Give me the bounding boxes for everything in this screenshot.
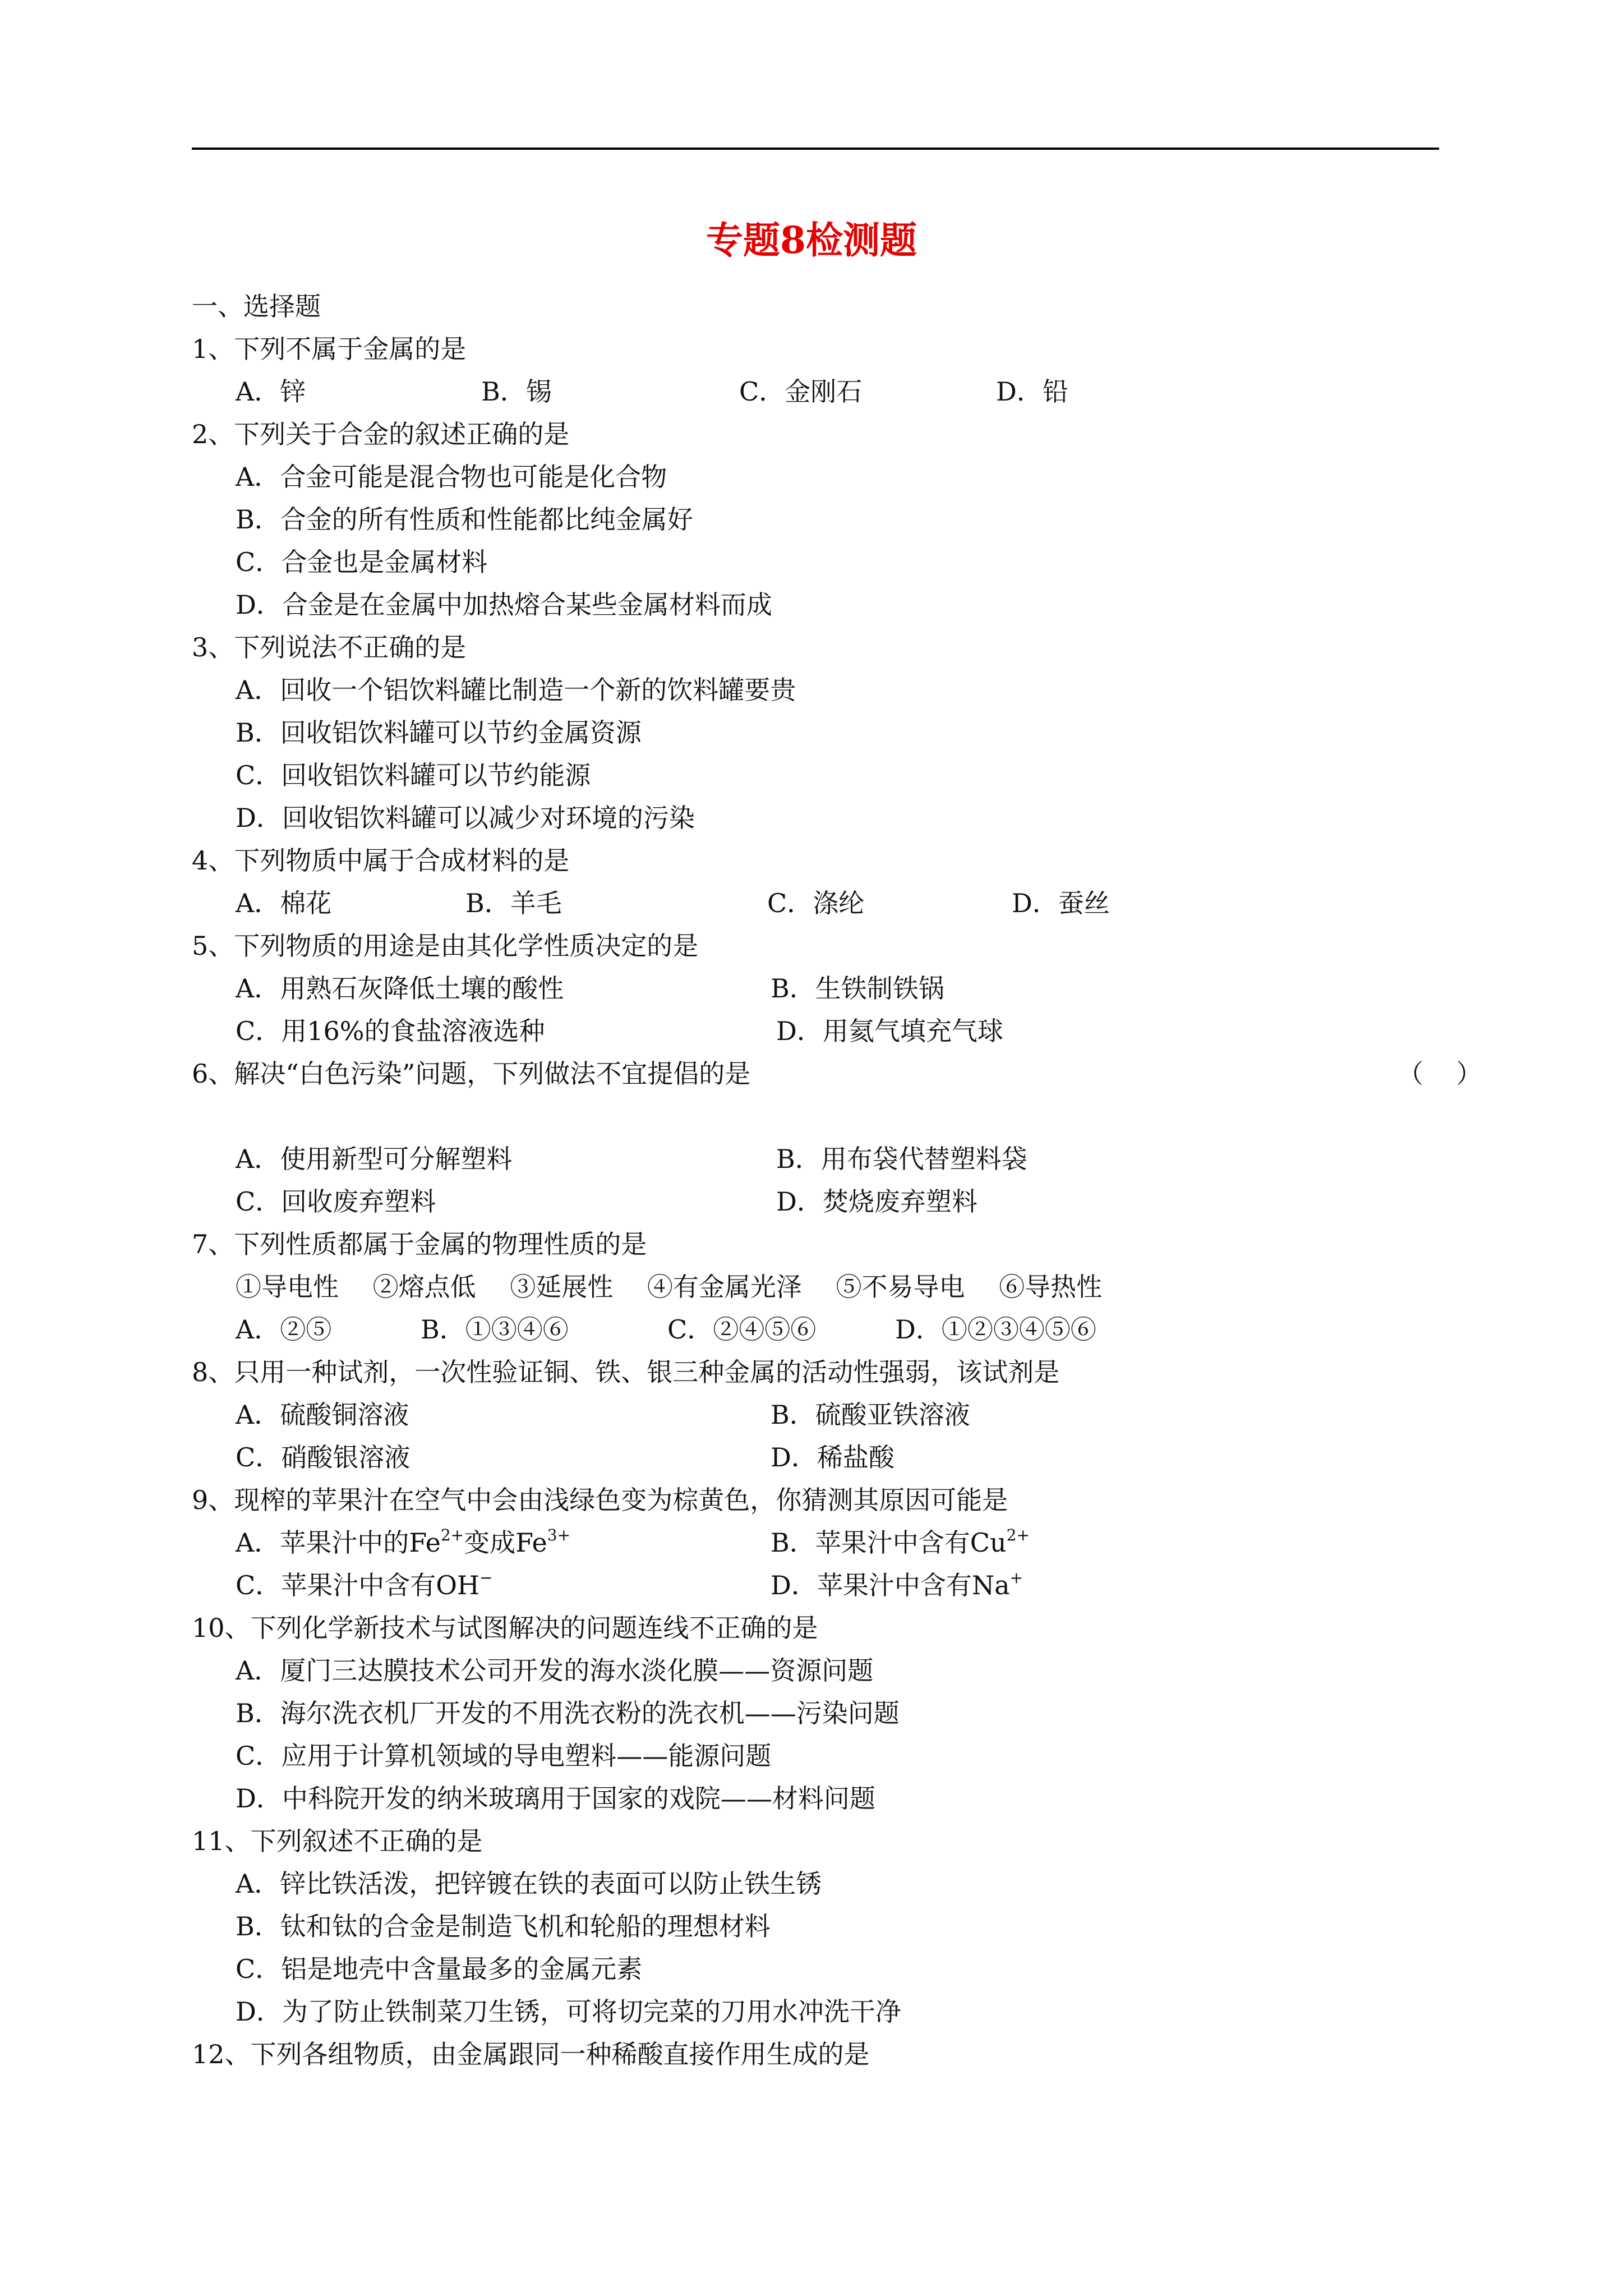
question-2-option-c: C．合金也是金属材料 xyxy=(236,547,488,577)
question-3-option-a: A．回收一个铝饮料罐比制造一个新的饮料罐要贵 xyxy=(236,675,796,705)
question-9-option-b xyxy=(771,1521,1030,1564)
charge-superscript: 2+ xyxy=(440,1526,464,1544)
question-6-option-c: C．回收废弃塑料 xyxy=(236,1186,436,1217)
question-10-option-a: A．厦门三达膜技术公司开发的海水淡化膜——资源问题 xyxy=(236,1655,874,1686)
question-10-option-d: D．中科院开发的纳米玻璃用于国家的戏院——材料问题 xyxy=(236,1783,875,1814)
question-9-option-b-text: B．苹果汁中含有Cu xyxy=(771,1527,1007,1558)
question-4-option-c: C．涤纶 xyxy=(767,888,865,918)
question-10-option-b: B．海尔洗衣机厂开发的不用洗衣粉的洗衣机——污染问题 xyxy=(236,1698,900,1728)
question-8-option-a: A．硫酸铜溶液 xyxy=(236,1400,409,1430)
question-9-option-c-text: C．苹果汁中含有OH xyxy=(236,1570,480,1600)
question-2-option-d: D．合金是在金属中加热熔合某些金属材料而成 xyxy=(236,590,772,620)
question-5-option-d: D．用氦气填充气球 xyxy=(776,1016,1003,1046)
question-11-option-a: A．锌比铁活泼，把锌镀在铁的表面可以防止铁生锈 xyxy=(236,1869,822,1899)
question-6-option-b: B．用布袋代替塑料袋 xyxy=(776,1144,1027,1174)
question-9-option-a-text-2: 变成Fe xyxy=(464,1527,547,1558)
charge-superscript: − xyxy=(479,1568,493,1587)
question-3-option-d: D．回收铝饮料罐可以减少对环境的污染 xyxy=(236,803,695,833)
question-12-stem: 12、下列各组物质，由金属跟同一种稀酸直接作用生成的是 xyxy=(192,2039,870,2069)
question-1-stem: 1、下列不属于金属的是 xyxy=(192,334,467,364)
question-11-option-c: C．铝是地壳中含量最多的金属元素 xyxy=(236,1954,643,1984)
question-10-stem: 10、下列化学新技术与试图解决的问题连线不正确的是 xyxy=(192,1613,818,1643)
question-10-option-c: C．应用于计算机领域的导电塑料——能源问题 xyxy=(236,1741,772,1771)
question-3-stem: 3、下列说法不正确的是 xyxy=(192,632,467,662)
question-7-option-d: D．①②③④⑤⑥ xyxy=(895,1314,1096,1345)
question-1-option-b: B．锡 xyxy=(481,376,552,407)
question-9-option-c xyxy=(236,1564,493,1607)
question-5-stem: 5、下列物质的用途是由其化学性质决定的是 xyxy=(192,931,699,961)
question-6-option-d: D．焚烧废弃塑料 xyxy=(776,1186,978,1217)
question-7-option-c: C．②④⑤⑥ xyxy=(667,1314,817,1345)
question-4-option-b: B．羊毛 xyxy=(465,888,562,918)
question-7-stem: 7、下列性质都属于金属的物理性质的是 xyxy=(192,1229,647,1259)
question-7-items: ①导电性 ②熔点低 ③延展性 ④有金属光泽 ⑤不易导电 ⑥导热性 xyxy=(236,1272,1103,1302)
question-8-option-d: D．稀盐酸 xyxy=(771,1442,895,1473)
question-6-option-a: A．使用新型可分解塑料 xyxy=(236,1144,513,1174)
question-9-option-a xyxy=(236,1521,570,1564)
answer-bracket: （ ） xyxy=(1398,1059,1482,1089)
question-11-option-b: B．钛和钛的合金是制造飞机和轮船的理想材料 xyxy=(236,1911,771,1941)
question-7-option-a: A．②⑤ xyxy=(236,1314,332,1345)
question-6-stem: 6、解决“白色污染”问题，下列做法不宜提倡的是 xyxy=(192,1059,751,1089)
question-1-option-c: C．金刚石 xyxy=(739,376,863,407)
question-1-option-d: D．铅 xyxy=(996,376,1068,407)
question-2-option-a: A．合金可能是混合物也可能是化合物 xyxy=(236,462,667,492)
question-9-option-d xyxy=(771,1564,1023,1607)
question-8-stem: 8、只用一种试剂，一次性验证铜、铁、银三种金属的活动性强弱，该试剂是 xyxy=(192,1357,1060,1387)
page-title: 专题8检测题 xyxy=(706,218,917,262)
question-1-option-a: A．锌 xyxy=(236,376,306,407)
question-3-option-c: C．回收铝饮料罐可以节约能源 xyxy=(236,760,591,790)
question-2-option-b: B．合金的所有性质和性能都比纯金属好 xyxy=(236,504,693,535)
question-4-option-a: A．棉花 xyxy=(236,888,332,918)
question-9-option-d-text: D．苹果汁中含有Na xyxy=(771,1570,1010,1600)
question-9-option-a-text: A．苹果汁中的Fe xyxy=(236,1527,441,1558)
charge-superscript: 3+ xyxy=(547,1526,571,1544)
section-heading: 一、选择题 xyxy=(192,291,321,321)
question-2-stem: 2、下列关于合金的叙述正确的是 xyxy=(192,419,570,449)
question-5-option-b: B．生铁制铁锅 xyxy=(771,973,944,1004)
charge-superscript: 2+ xyxy=(1006,1526,1030,1544)
question-9-stem: 9、现榨的苹果汁在空气中会由浅绿色变为棕黄色，你猜测其原因可能是 xyxy=(192,1485,1008,1515)
charge-superscript: + xyxy=(1009,1568,1023,1587)
question-3-option-b: B．回收铝饮料罐可以节约金属资源 xyxy=(236,717,642,748)
header-rule xyxy=(192,148,1439,150)
question-5-option-a: A．用熟石灰降低土壤的酸性 xyxy=(236,973,564,1004)
question-8-option-c: C．硝酸银溶液 xyxy=(236,1442,411,1473)
question-7-option-b: B．①③④⑥ xyxy=(421,1314,569,1345)
question-4-option-d: D．蚕丝 xyxy=(1012,888,1110,918)
question-5-option-c: C．用16%的食盐溶液选种 xyxy=(236,1016,545,1046)
question-11-stem: 11、下列叙述不正确的是 xyxy=(192,1826,483,1856)
question-8-option-b: B．硫酸亚铁溶液 xyxy=(771,1400,970,1430)
question-11-option-d: D．为了防止铁制菜刀生锈，可将切完菜的刀用水冲洗干净 xyxy=(236,1996,901,2027)
question-4-stem: 4、下列物质中属于合成材料的是 xyxy=(192,845,570,876)
